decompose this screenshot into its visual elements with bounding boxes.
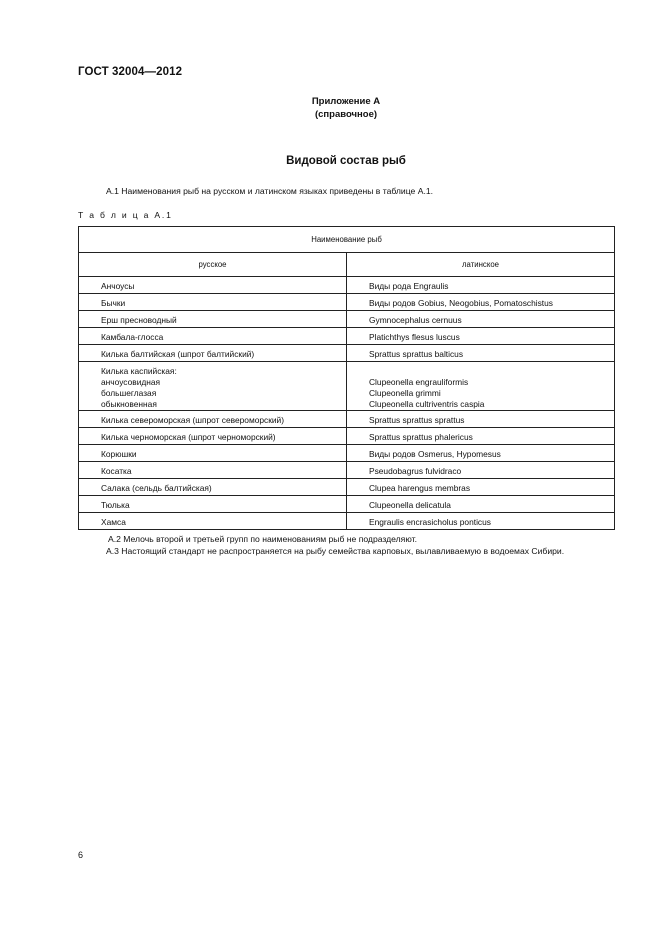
cell-latin-subname: Clupeonella grimmi [369, 388, 441, 398]
column-header-latin: латинское [347, 253, 615, 277]
cell-latin-subname: Clupeonella engrauliformis [369, 377, 469, 387]
cell-russian-name: Хамса [79, 513, 347, 530]
table-row [79, 496, 615, 513]
table-group-header: Наименование рыб [79, 227, 615, 253]
cell-russian-name: Камбала-глосса [79, 328, 347, 345]
table-row [79, 311, 615, 328]
table-caption: Т а б л и ц а А.1 [78, 210, 173, 220]
fish-names-table [78, 226, 615, 530]
paragraph-a3: А.3 Настоящий стандарт не распространяется на рыбу семейства карповых, вылавливаемую в водоемах Сибири. [106, 546, 565, 556]
cell-latin-name: Clupeonella delicatula [347, 496, 615, 513]
cell-russian-name: Анчоусы [79, 277, 347, 294]
annex-kind: (справочное) [314, 109, 378, 120]
table-row [79, 513, 615, 530]
cell-russian-name: Косатка [79, 462, 347, 479]
table-row [79, 411, 615, 428]
cell-russian-subname: анчоусовидная [101, 377, 161, 387]
page-number: 6 [78, 850, 84, 860]
cell-russian-name: Ерш пресноводный [79, 311, 347, 328]
table-body [79, 277, 615, 530]
column-header-russian: русское [79, 253, 347, 277]
annex-heading [0, 95, 661, 121]
cell-russian-subname: обыкновенная [101, 399, 157, 409]
cell-russian-name: Салака (сельдь балтийская) [79, 479, 347, 496]
table-row [79, 362, 615, 411]
cell-latin-name: Pseudobagrus fulvidraco [347, 462, 615, 479]
cell-latin-name: Clupea harengus membras [347, 479, 615, 496]
cell-latin-name [347, 362, 615, 411]
annex-title: Приложение А [311, 96, 381, 107]
cell-russian-name: Тюлька [79, 496, 347, 513]
cell-latin-name: Gymnocephalus cernuus [347, 311, 615, 328]
paragraph-a1: А.1 Наименования рыб на русском и латинском языках приведены в таблице А.1. [106, 186, 433, 196]
table-row [79, 294, 615, 311]
document-header: ГОСТ 32004—2012 [78, 66, 183, 78]
cell-latin-name: Виды родов Osmerus, Hypomesus [347, 445, 615, 462]
table-row [79, 277, 615, 294]
cell-russian-name: Килька североморская (шпрот североморский) [79, 411, 347, 428]
cell-latin-name: Sprattus sprattus balticus [347, 345, 615, 362]
cell-latin-name: Engraulis encrasicholus ponticus [347, 513, 615, 530]
cell-latin-name: Platichthys flesus luscus [347, 328, 615, 345]
table-row [79, 445, 615, 462]
cell-russian-subname: большеглазая [101, 388, 157, 398]
cell-latin-subname: Clupeonella cultriventris caspia [369, 399, 485, 409]
table-row [79, 479, 615, 496]
cell-latin-name: Виды родов Gobius, Neogobius, Pomatoschistus [347, 294, 615, 311]
table-row [79, 328, 615, 345]
table-row [79, 462, 615, 479]
cell-russian-name: Корюшки [79, 445, 347, 462]
cell-russian-name [79, 362, 347, 411]
table-row [79, 428, 615, 445]
table-row [79, 345, 615, 362]
cell-russian-name: Килька черноморская (шпрот черноморский) [79, 428, 347, 445]
cell-latin-name: Sprattus sprattus sprattus [347, 411, 615, 428]
cell-russian-name: Килька балтийская (шпрот балтийский) [79, 345, 347, 362]
cell-latin-name: Sprattus sprattus phalericus [347, 428, 615, 445]
cell-russian-group: Килька каспийская: [101, 366, 177, 376]
paragraph-a2: А.2 Мелочь второй и третьей групп по наименованиям рыб не подразделяют. [108, 534, 417, 544]
cell-latin-name: Виды рода Engraulis [347, 277, 615, 294]
cell-russian-name: Бычки [79, 294, 347, 311]
section-title: Видовой состав рыб [286, 155, 406, 167]
